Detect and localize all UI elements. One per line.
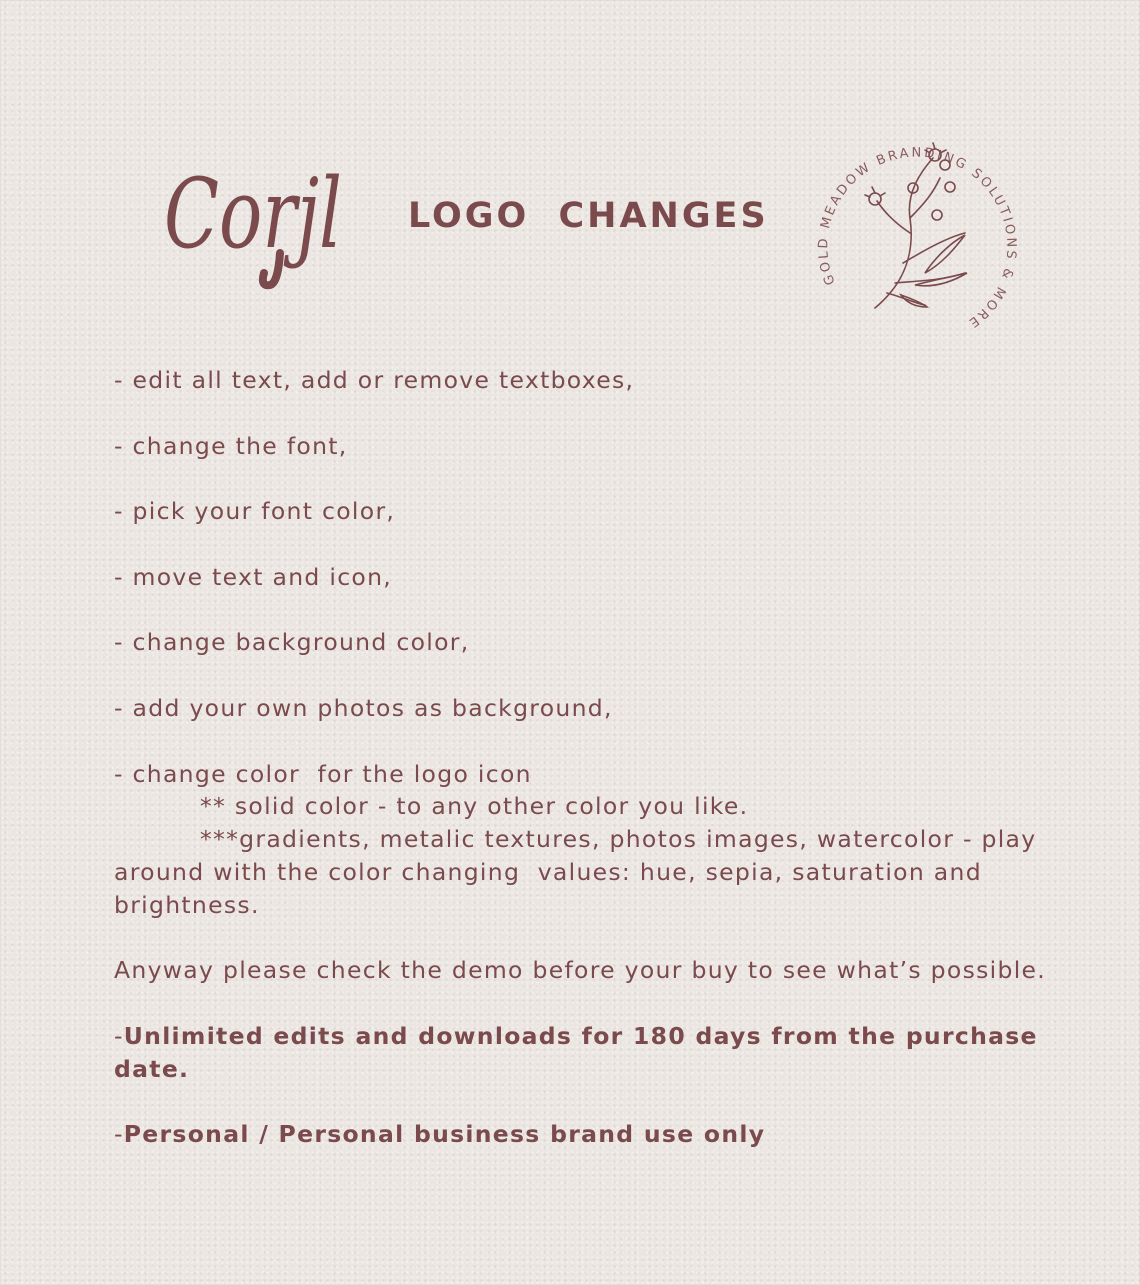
instructions-body xyxy=(114,364,1069,1184)
gradients-note-continued: around with the color changing values: hue, sepia, saturation and brightness. xyxy=(114,857,991,919)
terms-edits-text: Unlimited edits and downloads for 180 days from the purchase date. xyxy=(114,1021,1048,1083)
terms-edits xyxy=(114,1020,1069,1086)
gradients-note: ***gradients, metalic textures, photos images, watercolor - play xyxy=(200,825,1037,854)
page-title: LOGO CHANGES xyxy=(408,196,769,236)
emblem-text: GOLD MEADOW BRANDING SOLUTIONS & MORE xyxy=(816,145,1019,332)
demo-note: Anyway please check the demo before your buy to see what’s possible. xyxy=(114,956,1047,985)
color-section-heading: - change color for the logo icon xyxy=(114,759,532,788)
list-item: - edit all text, add or remove textboxes, xyxy=(114,366,635,394)
solid-color-note: ** solid color - to any other color you like. xyxy=(200,792,749,821)
brand-emblem xyxy=(815,123,1035,338)
terms-use-prefix: - xyxy=(114,1120,124,1149)
corjl-logo xyxy=(160,145,350,295)
terms-edits-prefix: - xyxy=(114,1021,124,1050)
list-item: - add your own photos as background, xyxy=(114,693,613,722)
list-item: - change background color, xyxy=(114,628,470,657)
corjl-logo-text: Corjl xyxy=(164,158,342,270)
terms-use-text: Personal / Personal business brand use only xyxy=(123,1120,766,1149)
terms-use xyxy=(114,1118,1069,1151)
list-item: - change the font, xyxy=(114,431,348,460)
list-item: - move text and icon, xyxy=(114,562,393,591)
list-item: - pick your font color, xyxy=(114,497,396,526)
